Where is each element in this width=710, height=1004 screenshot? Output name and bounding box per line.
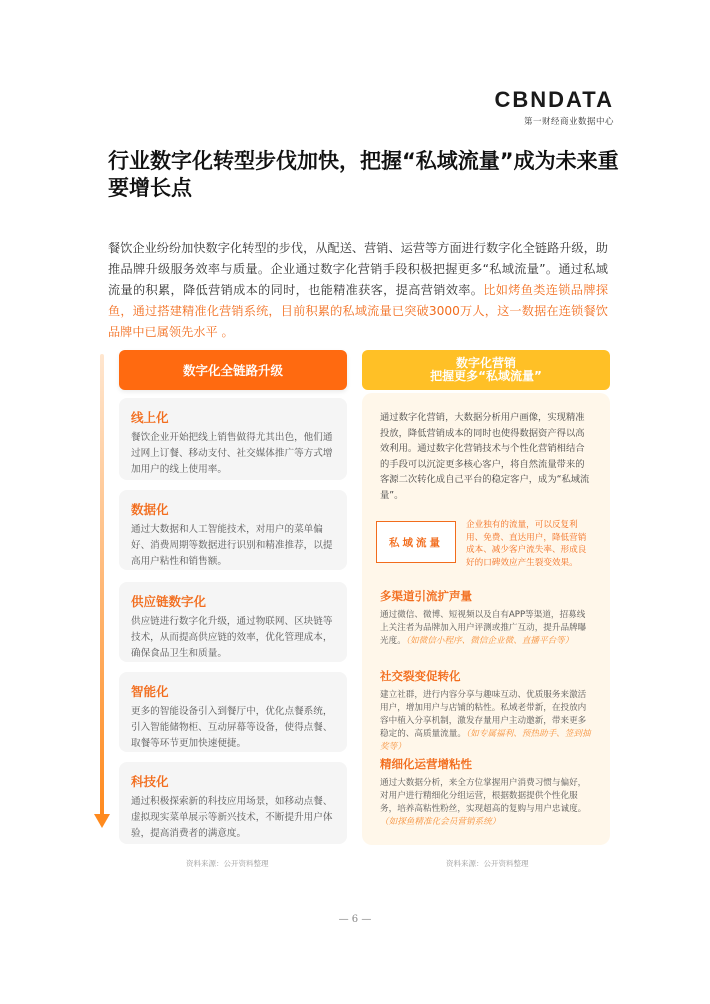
card-intelligent [119, 672, 347, 752]
card-title: 线上化 [131, 410, 169, 425]
section-tag: （如探鱼精准化会员营销系统） [380, 817, 501, 827]
section-title: 精细化运营增粘性 [380, 757, 472, 771]
right-header-line1: 数字化营销 [455, 356, 516, 370]
card-text: 更多的智能设备引入到餐厅中，优化点餐系统，引入智能储物柜、互动屏幕等设备，使得点餐、取餐等环节更加快速便捷。 [131, 706, 333, 749]
right-source-note: 资料来源：公开资料整理 [446, 859, 529, 868]
section-social-fission [380, 668, 592, 754]
section-body: 通过微信、微博、短视频以及自有APP等渠道，招募线上关注者为品牌加入用户评测或推广互动，提升品牌曝光度。 [380, 610, 587, 646]
section-tag: （如专属福利、预热助手、签到抽奖等） [380, 729, 591, 752]
brand-logo [495, 88, 615, 127]
left-column-header: 数字化全链路升级 [119, 350, 347, 390]
private-traffic-description: 企业独有的流量，可以反复利用、免费、直达用户，降低营销成本、减少客户流失率、形成良好的口碑效应产生裂变效果。 [466, 520, 587, 568]
page-title: 行业数字化转型步伐加快，把握“私域流量”成为未来重要增长点 [108, 149, 619, 200]
card-online [119, 398, 347, 480]
card-text: 餐饮企业开始把线上销售做得尤其出色，他们通过网上订餐、移动支付、社交媒体推广等方式增加用户的线上使用率。 [131, 432, 333, 475]
card-title: 数据化 [131, 502, 169, 517]
section-text [380, 777, 592, 829]
timeline-arrow-head-icon [94, 814, 110, 828]
section-body: 建立社群，进行内容分享与趣味互动、优质服务来激活用户，增加用户与店铺的粘性。私域老带新，在投放内容中植入分享机制，激发存量用户主动邀新，带来更多稳定的、高质量流量。 [380, 690, 587, 739]
card-text: 通过积极探索新的科技应用场景，如移动点餐、虚拟现实菜单展示等新兴技术，不断提升用户体验，提高消费者的满意度。 [131, 796, 333, 839]
section-title: 多渠道引流扩声量 [380, 589, 472, 603]
section-text [380, 689, 592, 754]
left-source-note: 资料来源：公开资料整理 [186, 859, 269, 868]
right-intro-text: 通过数字化营销，大数据分析用户画像，实现精准投放，降低营销成本的同时也使得数据资产得以高效利用。通过数字化营销技术与个性化营销相结合的手段可以沉淀更多核心客户，将自然流量带来的客源二次转化成自己平台的稳定客户，成为“私域流量”。 [380, 412, 590, 501]
timeline-arrow-line [100, 354, 104, 816]
card-title: 供应链数字化 [131, 594, 207, 609]
right-header-line2: 把握更多“私域流量” [430, 369, 542, 383]
section-body: 通过大数据分析，来全方位掌握用户消费习惯与偏好，对用户进行精细化分组运营，根据数据提供个性化服务，培养高粘性粉丝，实现超高的复购与用户忠诚度。 [380, 778, 587, 814]
section-text [380, 609, 592, 648]
right-column-header [362, 350, 610, 390]
card-text: 供应链进行数字化升级，通过物联网、区块链等技术，从而提高供应链的效率，优化管理成本，确保食品卫生和质量。 [131, 616, 333, 659]
logo-mark: CBNDATA [494, 87, 614, 112]
intro-text: 餐饮企业纷纷加快数字化转型的步伐，从配送、营销、运营等方面进行数字化全链路升级，助推品牌升级服务效率与质量。企业通过数字化营销手段积极把握更多“私域流量”。通过私域流量的积累，降低营销成本的同时，也能精准获客，提高营销效率。 [108, 241, 608, 297]
section-title: 社交裂变促转化 [380, 669, 461, 683]
private-traffic-label: 私域流量 [376, 521, 456, 563]
intro-paragraph [108, 238, 608, 343]
logo-subtitle: 第一财经商业数据中心 [523, 117, 614, 127]
page-number: — 6 — [338, 914, 372, 925]
card-technology [119, 762, 347, 844]
card-data [119, 490, 347, 570]
card-title: 科技化 [131, 774, 169, 789]
card-text: 通过大数据和人工智能技术，对用户的菜单偏好、消费周期等数据进行识别和精准推荐，以提高用户粘性和销售额。 [131, 524, 333, 567]
card-supply-chain [119, 582, 347, 662]
card-title: 智能化 [131, 684, 169, 699]
section-refined-operation [380, 756, 592, 829]
section-multichannel [380, 588, 592, 648]
intro-highlight: 比如烤鱼类连锁品牌探鱼，通过搭建精准化营销系统，目前积累的私域流量已突破3000万人，这一数据在连锁餐饮品牌中已属领先水平 。 [108, 283, 609, 339]
section-tag: （如微信小程序、微信企业微、直播平台等） [405, 636, 574, 646]
